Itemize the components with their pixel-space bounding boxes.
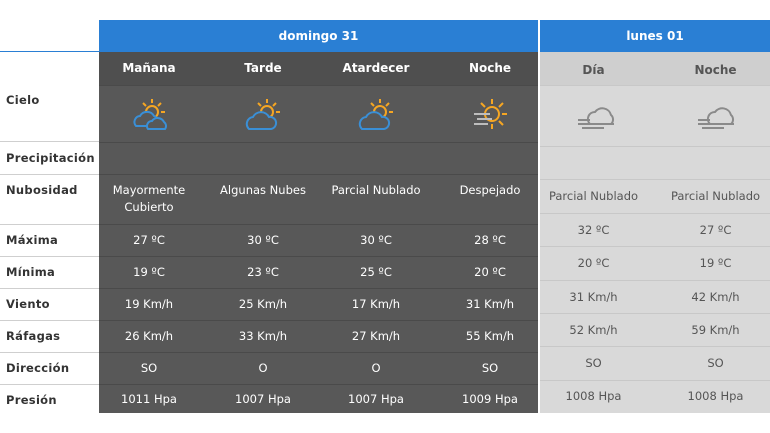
day-header-domingo: domingo 31 xyxy=(99,20,538,52)
max-noche: 28 ºC xyxy=(474,232,506,247)
viento-dia: 31 Km/h xyxy=(569,289,618,304)
nubosidad-noche: Despejado xyxy=(459,182,521,197)
max-dia: 32 ºC xyxy=(577,222,610,237)
min-tarde: 23 ºC xyxy=(247,264,279,279)
label-divider xyxy=(0,174,99,175)
max-atardecer: 30 ºC xyxy=(360,232,392,247)
max-noche-lunes: 27 ºC xyxy=(699,222,732,237)
min-atardecer: 25 ºC xyxy=(360,264,392,279)
row-label-rafagas: Ráfagas xyxy=(6,329,61,343)
min-noche-lunes: 19 ºC xyxy=(699,256,732,270)
presion-noche-lunes: 1008 Hpa xyxy=(687,389,744,403)
nubosidad-manana: Mayormente Cubierto xyxy=(112,183,186,214)
period-header-tarde: Tarde xyxy=(244,61,282,75)
row-label-cielo: Cielo xyxy=(6,93,40,107)
period-header-noche: Noche xyxy=(468,61,512,75)
row-label-precipitacion: Precipitación xyxy=(6,151,95,165)
direccion-tarde: O xyxy=(258,360,268,375)
direccion-atardecer: O xyxy=(371,360,381,375)
period-header-dia: Día xyxy=(582,63,605,77)
label-divider xyxy=(0,224,99,225)
direccion-dia: SO xyxy=(585,356,602,370)
viento-atardecer: 17 Km/h xyxy=(351,296,401,311)
direccion-noche: SO xyxy=(481,360,499,375)
row-label-nubosidad: Nubosidad xyxy=(6,183,78,197)
header-underline xyxy=(0,51,99,52)
nubosidad-atardecer: Parcial Nublado xyxy=(331,182,421,197)
nubosidad-tarde: Algunas Nubes xyxy=(220,182,306,197)
rafagas-tarde: 33 Km/h xyxy=(238,328,288,343)
period-header-manana: Mañana xyxy=(122,61,176,75)
row-divider xyxy=(99,85,538,86)
sun-wind-icon xyxy=(468,96,512,136)
rafagas-manana: 26 Km/h xyxy=(124,328,174,343)
viento-tarde: 25 Km/h xyxy=(238,296,288,311)
row-label-direccion: Dirección xyxy=(6,361,70,375)
day-header-lunes: lunes 01 xyxy=(540,20,770,52)
presion-atardecer: 1007 Hpa xyxy=(348,391,404,406)
period-header-noche-lunes: Noche xyxy=(694,63,737,77)
presion-noche: 1009 Hpa xyxy=(462,391,518,406)
row-divider xyxy=(540,146,770,147)
label-divider xyxy=(0,288,99,289)
cloud-wind-icon xyxy=(694,100,738,140)
nubosidad-noche-lunes: Parcial Nublado xyxy=(670,189,761,203)
cloud-wind-icon xyxy=(574,100,618,140)
row-label-viento: Viento xyxy=(6,297,50,311)
label-divider xyxy=(0,384,99,385)
label-divider xyxy=(0,352,99,353)
row-label-presion: Presión xyxy=(6,393,57,407)
min-dia: 20 ºC xyxy=(577,256,610,270)
period-header-atardecer: Atardecer xyxy=(342,61,410,75)
viento-noche-lunes: 42 Km/h xyxy=(691,289,740,304)
viento-noche: 31 Km/h xyxy=(465,296,515,311)
row-label-minima: Mínima xyxy=(6,265,56,279)
sun-cloud-icon xyxy=(241,96,285,136)
max-tarde: 30 ºC xyxy=(247,232,279,247)
label-divider xyxy=(0,141,99,142)
viento-manana: 19 Km/h xyxy=(124,296,174,311)
rafagas-noche: 55 Km/h xyxy=(465,328,515,343)
label-divider xyxy=(0,320,99,321)
rafagas-dia: 52 Km/h xyxy=(569,322,618,337)
rafagas-atardecer: 27 Km/h xyxy=(351,328,401,343)
max-manana: 27 ºC xyxy=(133,232,165,247)
direccion-manana: SO xyxy=(140,360,158,375)
sun-cloud-icon xyxy=(354,96,398,136)
row-divider xyxy=(99,142,538,143)
min-manana: 19 ºC xyxy=(133,264,165,279)
min-noche: 20 ºC xyxy=(474,264,506,279)
nubosidad-dia: Parcial Nublado xyxy=(548,189,639,203)
presion-tarde: 1007 Hpa xyxy=(235,391,291,406)
presion-manana: 1011 Hpa xyxy=(121,391,177,406)
rafagas-noche-lunes: 59 Km/h xyxy=(691,322,740,337)
label-divider xyxy=(0,256,99,257)
presion-dia: 1008 Hpa xyxy=(565,389,622,403)
row-label-maxima: Máxima xyxy=(6,233,59,247)
sun-cloud-icon xyxy=(128,96,172,136)
direccion-noche-lunes: SO xyxy=(707,356,724,370)
